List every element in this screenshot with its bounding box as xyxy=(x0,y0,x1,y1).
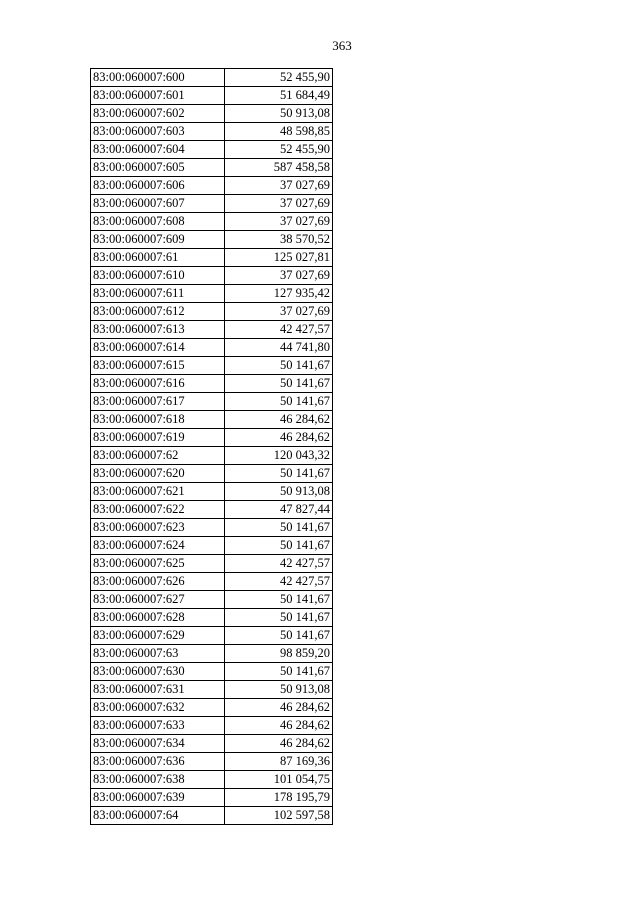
table-row xyxy=(91,231,333,249)
value-cell: 50 141,67 xyxy=(225,465,333,483)
table-row xyxy=(91,141,333,159)
value-cell: 50 913,08 xyxy=(225,105,333,123)
table-row xyxy=(91,339,333,357)
value-cell: 46 284,62 xyxy=(225,429,333,447)
table-row xyxy=(91,519,333,537)
cadastral-number-cell: 83:00:060007:626 xyxy=(91,573,225,591)
value-cell: 50 913,08 xyxy=(225,483,333,501)
value-cell: 50 141,67 xyxy=(225,591,333,609)
cadastral-number-cell: 83:00:060007:602 xyxy=(91,105,225,123)
cadastral-number-cell: 83:00:060007:614 xyxy=(91,339,225,357)
value-cell: 127 935,42 xyxy=(225,285,333,303)
cadastral-number-cell: 83:00:060007:634 xyxy=(91,735,225,753)
table-row xyxy=(91,537,333,555)
cadastral-number-cell: 83:00:060007:627 xyxy=(91,591,225,609)
cadastral-number-cell: 83:00:060007:604 xyxy=(91,141,225,159)
table-row xyxy=(91,501,333,519)
cadastral-number-cell: 83:00:060007:621 xyxy=(91,483,225,501)
value-cell: 101 054,75 xyxy=(225,771,333,789)
cadastral-number-cell: 83:00:060007:630 xyxy=(91,663,225,681)
value-cell: 50 141,67 xyxy=(225,663,333,681)
value-cell: 37 027,69 xyxy=(225,213,333,231)
cadastral-number-cell: 83:00:060007:623 xyxy=(91,519,225,537)
table-row xyxy=(91,321,333,339)
cadastral-number-cell: 83:00:060007:608 xyxy=(91,213,225,231)
value-cell: 50 141,67 xyxy=(225,393,333,411)
table-row xyxy=(91,699,333,717)
cadastral-number-cell: 83:00:060007:629 xyxy=(91,627,225,645)
cadastral-number-cell: 83:00:060007:628 xyxy=(91,609,225,627)
cadastral-number-cell: 83:00:060007:638 xyxy=(91,771,225,789)
value-cell: 50 141,67 xyxy=(225,609,333,627)
cadastral-number-cell: 83:00:060007:62 xyxy=(91,447,225,465)
value-cell: 46 284,62 xyxy=(225,699,333,717)
cadastral-number-cell: 83:00:060007:600 xyxy=(91,69,225,87)
cadastral-number-cell: 83:00:060007:624 xyxy=(91,537,225,555)
table-row xyxy=(91,645,333,663)
value-cell: 46 284,62 xyxy=(225,717,333,735)
cadastral-number-cell: 83:00:060007:616 xyxy=(91,375,225,393)
table-row xyxy=(91,483,333,501)
value-cell: 50 141,67 xyxy=(225,627,333,645)
cadastral-number-cell: 83:00:060007:633 xyxy=(91,717,225,735)
value-cell: 50 913,08 xyxy=(225,681,333,699)
value-cell: 42 427,57 xyxy=(225,321,333,339)
table-row xyxy=(91,753,333,771)
cadastral-number-cell: 83:00:060007:611 xyxy=(91,285,225,303)
cadastral-value-table xyxy=(90,68,333,825)
value-cell: 120 043,32 xyxy=(225,447,333,465)
cadastral-number-cell: 83:00:060007:609 xyxy=(91,231,225,249)
value-cell: 102 597,58 xyxy=(225,807,333,825)
table-row xyxy=(91,357,333,375)
value-cell: 178 195,79 xyxy=(225,789,333,807)
table-row xyxy=(91,303,333,321)
table-row xyxy=(91,717,333,735)
value-cell: 587 458,58 xyxy=(225,159,333,177)
table-row xyxy=(91,249,333,267)
table-row xyxy=(91,177,333,195)
cadastral-number-cell: 83:00:060007:625 xyxy=(91,555,225,573)
value-cell: 46 284,62 xyxy=(225,411,333,429)
table-row xyxy=(91,771,333,789)
table-row xyxy=(91,285,333,303)
value-cell: 51 684,49 xyxy=(225,87,333,105)
cadastral-number-cell: 83:00:060007:603 xyxy=(91,123,225,141)
cadastral-number-cell: 83:00:060007:622 xyxy=(91,501,225,519)
table-row xyxy=(91,159,333,177)
cadastral-number-cell: 83:00:060007:639 xyxy=(91,789,225,807)
value-cell: 37 027,69 xyxy=(225,177,333,195)
table-row xyxy=(91,807,333,825)
table-row xyxy=(91,789,333,807)
cadastral-number-cell: 83:00:060007:605 xyxy=(91,159,225,177)
table-row xyxy=(91,411,333,429)
value-cell: 48 598,85 xyxy=(225,123,333,141)
table-row xyxy=(91,609,333,627)
table-row xyxy=(91,555,333,573)
value-cell: 44 741,80 xyxy=(225,339,333,357)
table-row xyxy=(91,267,333,285)
value-cell: 37 027,69 xyxy=(225,195,333,213)
cadastral-number-cell: 83:00:060007:61 xyxy=(91,249,225,267)
value-cell: 46 284,62 xyxy=(225,735,333,753)
value-cell: 42 427,57 xyxy=(225,573,333,591)
cadastral-number-cell: 83:00:060007:631 xyxy=(91,681,225,699)
value-cell: 52 455,90 xyxy=(225,141,333,159)
table-row xyxy=(91,573,333,591)
value-cell: 50 141,67 xyxy=(225,537,333,555)
cadastral-number-cell: 83:00:060007:63 xyxy=(91,645,225,663)
cadastral-number-cell: 83:00:060007:612 xyxy=(91,303,225,321)
cadastral-number-cell: 83:00:060007:632 xyxy=(91,699,225,717)
table-row xyxy=(91,105,333,123)
table-row xyxy=(91,213,333,231)
value-cell: 87 169,36 xyxy=(225,753,333,771)
cadastral-number-cell: 83:00:060007:613 xyxy=(91,321,225,339)
table-row xyxy=(91,591,333,609)
table-body xyxy=(91,69,333,825)
table-row xyxy=(91,393,333,411)
value-cell: 38 570,52 xyxy=(225,231,333,249)
cadastral-number-cell: 83:00:060007:610 xyxy=(91,267,225,285)
table-row xyxy=(91,627,333,645)
value-cell: 50 141,67 xyxy=(225,375,333,393)
table-row xyxy=(91,375,333,393)
table-row xyxy=(91,735,333,753)
table-row xyxy=(91,87,333,105)
cadastral-number-cell: 83:00:060007:606 xyxy=(91,177,225,195)
value-cell: 50 141,67 xyxy=(225,519,333,537)
table-row xyxy=(91,123,333,141)
cadastral-number-cell: 83:00:060007:619 xyxy=(91,429,225,447)
table-row xyxy=(91,69,333,87)
table-row xyxy=(91,429,333,447)
table-row xyxy=(91,447,333,465)
value-cell: 50 141,67 xyxy=(225,357,333,375)
value-cell: 125 027,81 xyxy=(225,249,333,267)
cadastral-number-cell: 83:00:060007:607 xyxy=(91,195,225,213)
cadastral-number-cell: 83:00:060007:618 xyxy=(91,411,225,429)
value-cell: 47 827,44 xyxy=(225,501,333,519)
cadastral-number-cell: 83:00:060007:617 xyxy=(91,393,225,411)
cadastral-number-cell: 83:00:060007:615 xyxy=(91,357,225,375)
page-number: 363 xyxy=(332,38,352,53)
cadastral-number-cell: 83:00:060007:620 xyxy=(91,465,225,483)
table-row xyxy=(91,663,333,681)
value-cell: 52 455,90 xyxy=(225,69,333,87)
value-cell: 37 027,69 xyxy=(225,303,333,321)
table-row xyxy=(91,681,333,699)
value-cell: 42 427,57 xyxy=(225,555,333,573)
value-cell: 37 027,69 xyxy=(225,267,333,285)
table-row xyxy=(91,195,333,213)
value-cell: 98 859,20 xyxy=(225,645,333,663)
table-row xyxy=(91,465,333,483)
cadastral-number-cell: 83:00:060007:601 xyxy=(91,87,225,105)
cadastral-number-cell: 83:00:060007:636 xyxy=(91,753,225,771)
cadastral-number-cell: 83:00:060007:64 xyxy=(91,807,225,825)
